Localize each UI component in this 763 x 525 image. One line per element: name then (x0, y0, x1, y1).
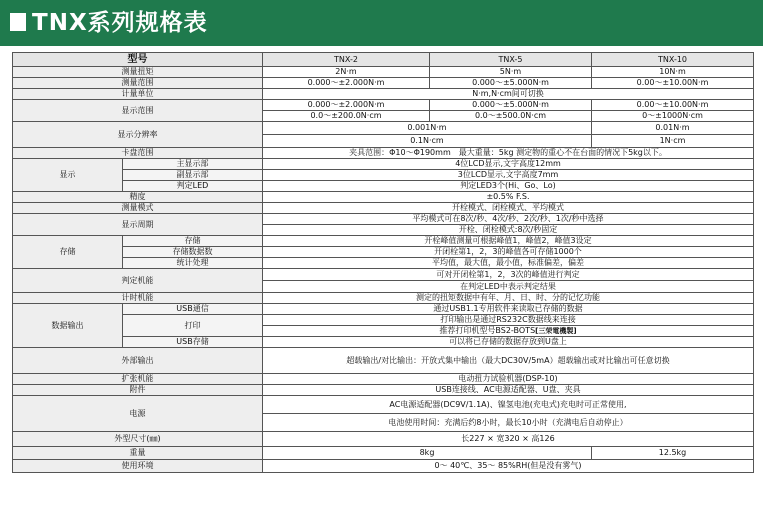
table-row (13, 315, 754, 326)
row-label: 显示范围 (13, 100, 263, 122)
table-row (13, 236, 754, 247)
table-row (13, 293, 754, 304)
cell: 电池使用时间：充满后约8小时，最长10小时（充满电后自动停止） (263, 414, 754, 432)
row-label: 显示周期 (13, 214, 263, 236)
sub-label: 存储数据数 (123, 247, 263, 258)
table-row (13, 348, 754, 374)
model-tnx-10: TNX-10 (592, 53, 754, 67)
printer-model: 推荐打印机型号BS2-BOTS (439, 326, 536, 335)
sub-label: 统计处理 (123, 258, 263, 269)
sub-label: USB存储 (123, 337, 263, 348)
table-row (13, 374, 754, 385)
row-label: 数据输出 (13, 304, 123, 348)
cell: 5N·m (430, 67, 592, 78)
table-row (13, 148, 754, 159)
row-label: 卡盘范围 (13, 148, 263, 159)
sub-label: 副显示部 (123, 170, 263, 181)
row-label: 显示分辨率 (13, 122, 263, 148)
cell: 0.00～±10.00N·m (592, 78, 754, 89)
cell: 打印输出是通过RS232C数据线来连接 (263, 315, 754, 326)
table-row (13, 100, 754, 111)
row-label: 扩张机能 (13, 374, 263, 385)
page-title: TNX系列规格表 (32, 10, 208, 36)
row-label: 判定机能 (13, 269, 263, 293)
table-row (13, 432, 754, 447)
cell: 0.000～±2.000N·m (263, 100, 430, 111)
cell: 长227 × 宽320 × 高126 (263, 432, 754, 447)
table-row (13, 170, 754, 181)
cell: 判定LED3个(Hi、Go、Lo) (263, 181, 754, 192)
square-bullet-icon (10, 13, 26, 31)
table-row (13, 203, 754, 214)
model-tnx-5: TNX-5 (430, 53, 592, 67)
table-row (13, 337, 754, 348)
cell: 平均值，最大值，最小值，标准偏差，偏差 (263, 258, 754, 269)
row-label: 测量模式 (13, 203, 263, 214)
row-label: 测量扭矩 (13, 67, 263, 78)
cell: 0.01N·m (592, 122, 754, 135)
table-row (13, 460, 754, 473)
cell: 0～±1000N·cm (592, 111, 754, 122)
cell: 0.001N·m (263, 122, 592, 135)
table-row (13, 447, 754, 460)
cell: 可以将已存储的数据存放到U盘上 (263, 337, 754, 348)
table-row (13, 181, 754, 192)
cell: 开栓峰值测量可根据峰值1，峰值2，峰值3设定 (263, 236, 754, 247)
cell: 超载输出/对比输出：开放式集中输出（最大DC30V/5mA）超载输出或对比输出可任意切换 (263, 348, 754, 374)
cell: 夹具范围：Φ10～Φ190mm 最大重量：5kg 测定物的重心不在台面的情况下5kg以下。 (263, 148, 754, 159)
spec-table (12, 52, 754, 473)
table-header-row (13, 53, 754, 67)
row-label: 精度 (13, 192, 263, 203)
cell: 12.5kg (592, 447, 754, 460)
cell: 8kg (263, 447, 592, 460)
table-row (13, 67, 754, 78)
table-row (13, 385, 754, 396)
cell: ±0.5% F.S. (263, 192, 754, 203)
table-row (13, 78, 754, 89)
table-row (13, 396, 754, 414)
cell: 2N·m (263, 67, 430, 78)
page-header (0, 0, 763, 46)
row-label: 计量单位 (13, 89, 263, 100)
cell: N·m,N·cm间可切换 (263, 89, 754, 100)
row-label: 计时机能 (13, 293, 263, 304)
sub-label: 存储 (123, 236, 263, 247)
cell: 测定的扭矩数据中有年、月、日、时、分的记忆功能 (263, 293, 754, 304)
row-label: 使用环境 (13, 460, 263, 473)
row-label: 外型尺寸(㎜) (13, 432, 263, 447)
sub-label: USB通信 (123, 304, 263, 315)
cell: USB连接线、AC电源适配器、U盘、夹具 (263, 385, 754, 396)
table-row (13, 269, 754, 281)
sub-label: 主显示部 (123, 159, 263, 170)
cell: 开闭栓第1，2，3的峰值各可存储1000个 (263, 247, 754, 258)
table-row (13, 192, 754, 203)
cell: 0.0～±500.0N·cm (430, 111, 592, 122)
table-row (13, 258, 754, 269)
printer-brand: [三荣電機製] (535, 327, 577, 335)
cell: 1N·cm (592, 135, 754, 148)
sub-label: 打印 (123, 315, 263, 337)
cell: 通过USB1.1专用软件来读取已存储的数据 (263, 304, 754, 315)
cell: 0.1N·cm (263, 135, 592, 148)
table-row (13, 304, 754, 315)
row-label: 重量 (13, 447, 263, 460)
cell: 0.00～±10.00N·m (592, 100, 754, 111)
row-label: 外部输出 (13, 348, 263, 374)
row-label: 显示 (13, 159, 123, 192)
cell: 开栓模式、闭栓模式、平均模式 (263, 203, 754, 214)
cell: 平均模式可在8次/秒、4次/秒、2次/秒、1次/秒中选择 (263, 214, 754, 225)
table-row (13, 159, 754, 170)
cell: 0～ 40℃、35～ 85%RH(但是没有雾气) (263, 460, 754, 473)
cell: AC电源适配器(DC9V/1.1A)、镍氢电池(充电式)充电时可正常使用, (263, 396, 754, 414)
table-row (13, 89, 754, 100)
row-label: 存储 (13, 236, 123, 269)
cell: 电动扭力试验机器(DSP-10) (263, 374, 754, 385)
row-label: 电源 (13, 396, 263, 432)
model-tnx-2: TNX-2 (263, 53, 430, 67)
row-label: 测量范围 (13, 78, 263, 89)
cell: 10N·m (592, 67, 754, 78)
table-row (13, 247, 754, 258)
model-header: 型号 (13, 53, 263, 67)
cell: 0.000～±5.000N·m (430, 100, 592, 111)
cell: 开栓、闭栓模式:8次/秒固定 (263, 225, 754, 236)
cell: 3位LCD显示,文字高度7mm (263, 170, 754, 181)
cell: 4位LCD显示,文字高度12mm (263, 159, 754, 170)
cell: 可对开闭栓第1，2，3次的峰值进行判定 (263, 269, 754, 281)
cell: 0.000～±2.000N·m (263, 78, 430, 89)
cell (263, 326, 754, 337)
cell: 0.000～±5.000N·m (430, 78, 592, 89)
sub-label: 判定LED (123, 181, 263, 192)
table-row (13, 214, 754, 225)
row-label: 附件 (13, 385, 263, 396)
cell: 0.0～±200.0N·cm (263, 111, 430, 122)
cell: 在判定LED中表示判定结果 (263, 281, 754, 293)
table-row (13, 122, 754, 135)
